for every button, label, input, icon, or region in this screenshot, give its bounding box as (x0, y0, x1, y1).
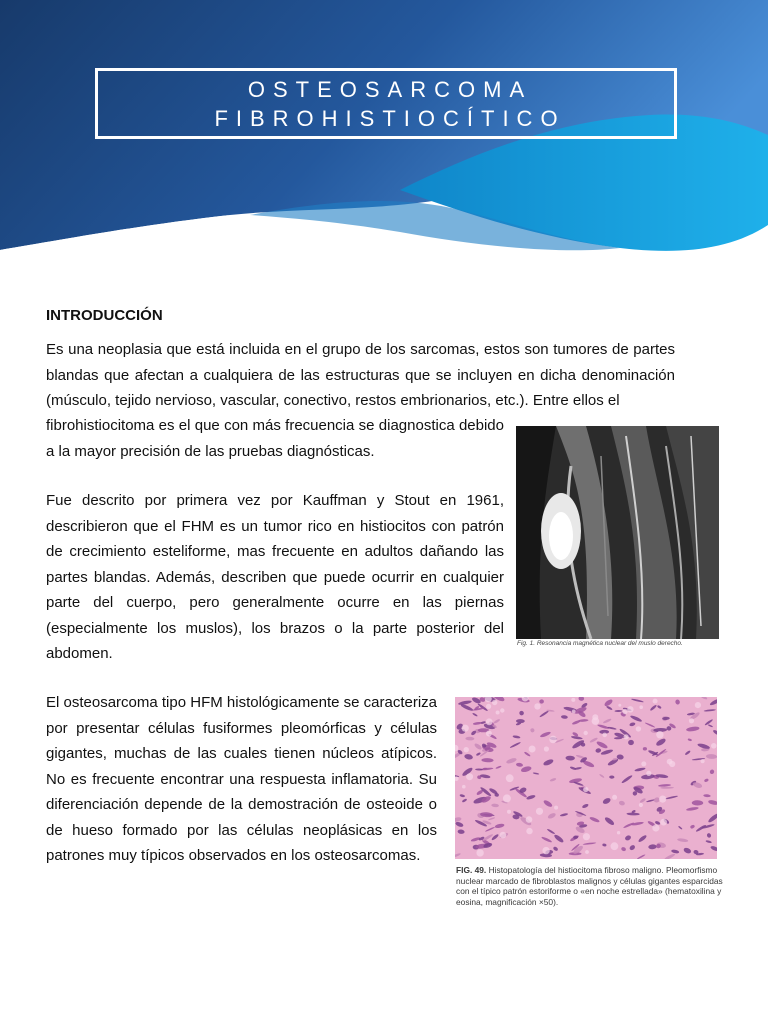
paragraph-3: El osteosarcoma tipo HFM histológicamente se caracteriza por presentar células fusiformes pleomórficas y células gigantes, muchas de las cuales tienen núcleos atípicos. No es frecuente encontrar una respuesta inflamatoria. Su diferenciación depende de la demostración de osteoide o de hueso formado por las células neoplásicas en los patrones muy típicos observados en los osteosarcomas. (46, 694, 437, 864)
title-line-1: OSTEOSARCOMA (247, 76, 533, 102)
figure-1-caption: Fig. 1. Resonancia magnética nuclear del muslo derecho. (517, 640, 683, 647)
paragraph-2: Fue descrito por primera vez por Kauffman y Stout en 1961, describieron que el FHM es un tumor rico en histiocitos con patrón de crecimiento esteliforme, mas frecuente en adultos dañando las partes blandas. Además, describen que puede ocurrir en cualquier parte del cuerpo, pero generalmente ocurre en las piernas (especialmente los muslos), los brazos o la parte posterior del abdomen. (46, 492, 504, 662)
title-frame (95, 68, 677, 139)
histology-figure-image (455, 697, 717, 859)
figure-2-label: FIG. 49. (456, 865, 487, 875)
figure-2-caption (456, 865, 724, 907)
mri-figure-image (516, 426, 719, 639)
paragraph-1b: fibrohistiocitoma es el que con más frecuencia se diagnostica debido a la mayor precisión de las pruebas diagnósticas. (46, 417, 504, 460)
figure-2-caption-text: Histopatología del histiocitoma fibroso maligno. Pleomorfismo nuclear marcado de fibroblastos malignos y células gigantes esparcidas con el típico patrón estoriforme o «en noche estrellada» (hematoxilina y eosina, magnificación ×50). (456, 865, 723, 907)
paragraph-1a: Es una neoplasia que está incluida en el grupo de los sarcomas, estos son tumores de partes blandas que afectan a cualquiera de las estructuras que se incluyen en dicha denominación (músculo, tejido nervioso, vascular, conectivo, restos embrionarios, etc.). Entre ellos el (46, 341, 675, 409)
title-line-2: FIBROHISTIOCÍTICO (214, 105, 566, 131)
section-heading: INTRODUCCIÓN (46, 307, 163, 324)
